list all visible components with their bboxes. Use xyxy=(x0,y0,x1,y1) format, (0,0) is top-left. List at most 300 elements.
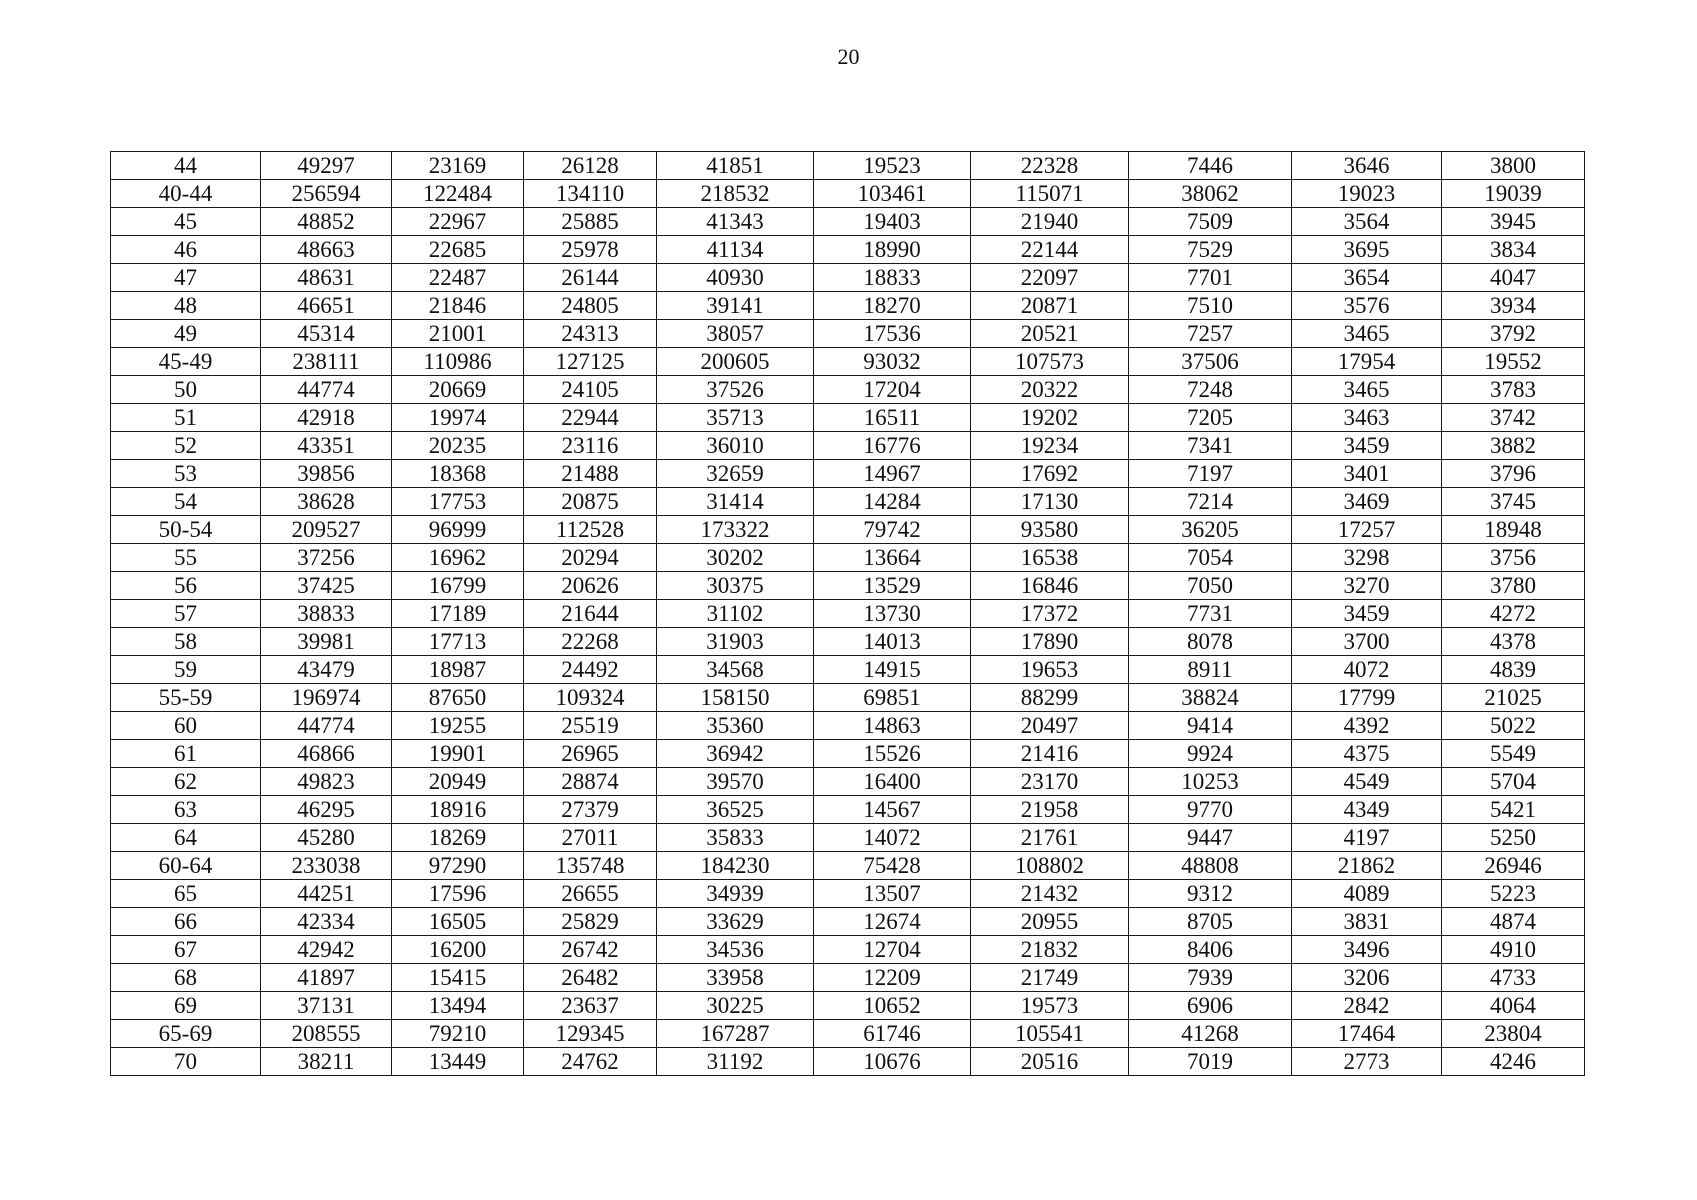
col-2-cell: 38833 xyxy=(261,600,392,628)
page-number: 20 xyxy=(837,44,860,69)
col-8-cell: 7019 xyxy=(1129,1048,1292,1076)
table-row xyxy=(111,236,1585,264)
col-3-cell: 18368 xyxy=(392,460,524,488)
col-7-cell: 21958 xyxy=(971,796,1129,824)
col-9-cell: 3401 xyxy=(1292,460,1442,488)
col-5-cell: 41134 xyxy=(657,236,814,264)
col-6-cell: 103461 xyxy=(814,180,971,208)
col-5-cell: 36010 xyxy=(657,432,814,460)
table-row xyxy=(111,796,1585,824)
col-5-cell: 34939 xyxy=(657,880,814,908)
col-5-cell: 37526 xyxy=(657,376,814,404)
col-4-cell: 112528 xyxy=(524,516,657,544)
col-2-cell: 37425 xyxy=(261,572,392,600)
col-3-cell: 13449 xyxy=(392,1048,524,1076)
col-3-cell: 96999 xyxy=(392,516,524,544)
col-10-cell: 5022 xyxy=(1442,712,1585,740)
col-2-cell: 43479 xyxy=(261,656,392,684)
col-9-cell: 3496 xyxy=(1292,936,1442,964)
col-5-cell: 30202 xyxy=(657,544,814,572)
col-7-cell: 20497 xyxy=(971,712,1129,740)
col-4-cell: 129345 xyxy=(524,1020,657,1048)
col-10-cell: 3882 xyxy=(1442,432,1585,460)
col-10-cell: 18948 xyxy=(1442,516,1585,544)
table-row xyxy=(111,1020,1585,1048)
col-3-cell: 20949 xyxy=(392,768,524,796)
col-3-cell: 16505 xyxy=(392,908,524,936)
col-6-cell: 10652 xyxy=(814,992,971,1020)
col-9-cell: 3463 xyxy=(1292,404,1442,432)
col-6-cell: 19403 xyxy=(814,208,971,236)
col-8-cell: 8705 xyxy=(1129,908,1292,936)
col-10-cell: 4733 xyxy=(1442,964,1585,992)
age-cell: 56 xyxy=(111,572,261,600)
col-6-cell: 14013 xyxy=(814,628,971,656)
col-6-cell: 13507 xyxy=(814,880,971,908)
col-6-cell: 15526 xyxy=(814,740,971,768)
table-row xyxy=(111,992,1585,1020)
col-6-cell: 14567 xyxy=(814,796,971,824)
col-4-cell: 109324 xyxy=(524,684,657,712)
col-5-cell: 173322 xyxy=(657,516,814,544)
col-9-cell: 3465 xyxy=(1292,376,1442,404)
col-6-cell: 61746 xyxy=(814,1020,971,1048)
col-9-cell: 4549 xyxy=(1292,768,1442,796)
col-9-cell: 2842 xyxy=(1292,992,1442,1020)
col-7-cell: 21432 xyxy=(971,880,1129,908)
col-4-cell: 26965 xyxy=(524,740,657,768)
col-10-cell: 3756 xyxy=(1442,544,1585,572)
age-cell: 53 xyxy=(111,460,261,488)
col-4-cell: 22944 xyxy=(524,404,657,432)
table-row xyxy=(111,1048,1585,1076)
col-5-cell: 41851 xyxy=(657,152,814,180)
col-2-cell: 42918 xyxy=(261,404,392,432)
col-5-cell: 39141 xyxy=(657,292,814,320)
col-7-cell: 19202 xyxy=(971,404,1129,432)
col-10-cell: 5250 xyxy=(1442,824,1585,852)
col-6-cell: 13529 xyxy=(814,572,971,600)
col-9-cell: 3270 xyxy=(1292,572,1442,600)
col-7-cell: 19573 xyxy=(971,992,1129,1020)
table-row xyxy=(111,628,1585,656)
col-3-cell: 21846 xyxy=(392,292,524,320)
col-3-cell: 122484 xyxy=(392,180,524,208)
table-row xyxy=(111,152,1585,180)
col-10-cell: 4910 xyxy=(1442,936,1585,964)
table-row xyxy=(111,488,1585,516)
col-7-cell: 17130 xyxy=(971,488,1129,516)
col-7-cell: 22144 xyxy=(971,236,1129,264)
col-4-cell: 24805 xyxy=(524,292,657,320)
col-4-cell: 20294 xyxy=(524,544,657,572)
col-2-cell: 238111 xyxy=(261,348,392,376)
col-2-cell: 46866 xyxy=(261,740,392,768)
col-9-cell: 3465 xyxy=(1292,320,1442,348)
table-row xyxy=(111,768,1585,796)
age-cell: 68 xyxy=(111,964,261,992)
col-5-cell: 38057 xyxy=(657,320,814,348)
col-4-cell: 135748 xyxy=(524,852,657,880)
col-9-cell: 2773 xyxy=(1292,1048,1442,1076)
col-4-cell: 22268 xyxy=(524,628,657,656)
col-10-cell: 5704 xyxy=(1442,768,1585,796)
col-6-cell: 12704 xyxy=(814,936,971,964)
col-6-cell: 17536 xyxy=(814,320,971,348)
col-8-cell: 7939 xyxy=(1129,964,1292,992)
col-3-cell: 97290 xyxy=(392,852,524,880)
col-5-cell: 30225 xyxy=(657,992,814,1020)
age-cell: 40-44 xyxy=(111,180,261,208)
col-3-cell: 16200 xyxy=(392,936,524,964)
age-cell: 67 xyxy=(111,936,261,964)
col-10-cell: 3783 xyxy=(1442,376,1585,404)
col-6-cell: 12209 xyxy=(814,964,971,992)
col-8-cell: 36205 xyxy=(1129,516,1292,544)
col-7-cell: 20516 xyxy=(971,1048,1129,1076)
col-5-cell: 31903 xyxy=(657,628,814,656)
table-row xyxy=(111,348,1585,376)
col-5-cell: 36525 xyxy=(657,796,814,824)
age-cell: 59 xyxy=(111,656,261,684)
col-6-cell: 14072 xyxy=(814,824,971,852)
col-3-cell: 13494 xyxy=(392,992,524,1020)
col-5-cell: 200605 xyxy=(657,348,814,376)
col-9-cell: 3206 xyxy=(1292,964,1442,992)
table-row xyxy=(111,852,1585,880)
col-7-cell: 21749 xyxy=(971,964,1129,992)
col-3-cell: 15415 xyxy=(392,964,524,992)
col-2-cell: 44774 xyxy=(261,376,392,404)
col-8-cell: 9312 xyxy=(1129,880,1292,908)
col-9-cell: 19023 xyxy=(1292,180,1442,208)
col-7-cell: 17890 xyxy=(971,628,1129,656)
col-2-cell: 49823 xyxy=(261,768,392,796)
age-cell: 55-59 xyxy=(111,684,261,712)
col-5-cell: 33629 xyxy=(657,908,814,936)
col-8-cell: 7214 xyxy=(1129,488,1292,516)
col-6-cell: 79742 xyxy=(814,516,971,544)
col-6-cell: 10676 xyxy=(814,1048,971,1076)
col-10-cell: 3800 xyxy=(1442,152,1585,180)
table-row xyxy=(111,180,1585,208)
col-3-cell: 17713 xyxy=(392,628,524,656)
col-7-cell: 22097 xyxy=(971,264,1129,292)
col-7-cell: 17692 xyxy=(971,460,1129,488)
col-3-cell: 22967 xyxy=(392,208,524,236)
col-5-cell: 39570 xyxy=(657,768,814,796)
age-cell: 63 xyxy=(111,796,261,824)
col-8-cell: 8078 xyxy=(1129,628,1292,656)
col-5-cell: 31102 xyxy=(657,600,814,628)
col-9-cell: 17799 xyxy=(1292,684,1442,712)
col-2-cell: 45314 xyxy=(261,320,392,348)
col-8-cell: 9414 xyxy=(1129,712,1292,740)
col-8-cell: 9770 xyxy=(1129,796,1292,824)
col-3-cell: 20235 xyxy=(392,432,524,460)
table-row xyxy=(111,740,1585,768)
col-6-cell: 17204 xyxy=(814,376,971,404)
col-8-cell: 9447 xyxy=(1129,824,1292,852)
col-5-cell: 167287 xyxy=(657,1020,814,1048)
col-9-cell: 3459 xyxy=(1292,432,1442,460)
col-5-cell: 40930 xyxy=(657,264,814,292)
col-2-cell: 233038 xyxy=(261,852,392,880)
col-4-cell: 23116 xyxy=(524,432,657,460)
col-3-cell: 22487 xyxy=(392,264,524,292)
col-2-cell: 48852 xyxy=(261,208,392,236)
col-2-cell: 42942 xyxy=(261,936,392,964)
col-2-cell: 208555 xyxy=(261,1020,392,1048)
col-5-cell: 41343 xyxy=(657,208,814,236)
col-3-cell: 17189 xyxy=(392,600,524,628)
col-10-cell: 3780 xyxy=(1442,572,1585,600)
col-4-cell: 26128 xyxy=(524,152,657,180)
col-2-cell: 209527 xyxy=(261,516,392,544)
col-7-cell: 21832 xyxy=(971,936,1129,964)
col-3-cell: 79210 xyxy=(392,1020,524,1048)
col-4-cell: 26144 xyxy=(524,264,657,292)
col-10-cell: 3945 xyxy=(1442,208,1585,236)
col-3-cell: 18916 xyxy=(392,796,524,824)
col-4-cell: 24313 xyxy=(524,320,657,348)
col-5-cell: 31414 xyxy=(657,488,814,516)
col-4-cell: 28874 xyxy=(524,768,657,796)
age-cell: 60-64 xyxy=(111,852,261,880)
col-4-cell: 26742 xyxy=(524,936,657,964)
table-row xyxy=(111,460,1585,488)
col-10-cell: 4839 xyxy=(1442,656,1585,684)
col-5-cell: 35713 xyxy=(657,404,814,432)
col-4-cell: 27011 xyxy=(524,824,657,852)
age-cell: 52 xyxy=(111,432,261,460)
col-7-cell: 16538 xyxy=(971,544,1129,572)
col-5-cell: 35833 xyxy=(657,824,814,852)
col-7-cell: 19234 xyxy=(971,432,1129,460)
col-3-cell: 87650 xyxy=(392,684,524,712)
col-9-cell: 4089 xyxy=(1292,880,1442,908)
col-10-cell: 23804 xyxy=(1442,1020,1585,1048)
col-10-cell: 3796 xyxy=(1442,460,1585,488)
age-cell: 70 xyxy=(111,1048,261,1076)
col-5-cell: 218532 xyxy=(657,180,814,208)
col-2-cell: 49297 xyxy=(261,152,392,180)
age-cell: 64 xyxy=(111,824,261,852)
col-3-cell: 19974 xyxy=(392,404,524,432)
col-7-cell: 19653 xyxy=(971,656,1129,684)
col-10-cell: 3834 xyxy=(1442,236,1585,264)
col-8-cell: 7341 xyxy=(1129,432,1292,460)
col-5-cell: 31192 xyxy=(657,1048,814,1076)
col-6-cell: 16776 xyxy=(814,432,971,460)
col-4-cell: 134110 xyxy=(524,180,657,208)
col-10-cell: 5223 xyxy=(1442,880,1585,908)
table-row xyxy=(111,432,1585,460)
col-4-cell: 25885 xyxy=(524,208,657,236)
age-cell: 51 xyxy=(111,404,261,432)
col-8-cell: 7731 xyxy=(1129,600,1292,628)
col-7-cell: 20871 xyxy=(971,292,1129,320)
col-2-cell: 39981 xyxy=(261,628,392,656)
col-2-cell: 46651 xyxy=(261,292,392,320)
col-9-cell: 17257 xyxy=(1292,516,1442,544)
col-6-cell: 12674 xyxy=(814,908,971,936)
col-10-cell: 4246 xyxy=(1442,1048,1585,1076)
col-2-cell: 256594 xyxy=(261,180,392,208)
col-2-cell: 38211 xyxy=(261,1048,392,1076)
col-8-cell: 7701 xyxy=(1129,264,1292,292)
col-9-cell: 21862 xyxy=(1292,852,1442,880)
col-8-cell: 7050 xyxy=(1129,572,1292,600)
col-9-cell: 3646 xyxy=(1292,152,1442,180)
age-cell: 50 xyxy=(111,376,261,404)
col-3-cell: 22685 xyxy=(392,236,524,264)
age-cell: 57 xyxy=(111,600,261,628)
col-6-cell: 18270 xyxy=(814,292,971,320)
col-8-cell: 8911 xyxy=(1129,656,1292,684)
age-cell: 45 xyxy=(111,208,261,236)
col-4-cell: 25978 xyxy=(524,236,657,264)
table-row xyxy=(111,544,1585,572)
col-8-cell: 6906 xyxy=(1129,992,1292,1020)
col-3-cell: 18987 xyxy=(392,656,524,684)
col-3-cell: 17596 xyxy=(392,880,524,908)
col-3-cell: 16799 xyxy=(392,572,524,600)
col-9-cell: 4197 xyxy=(1292,824,1442,852)
col-6-cell: 75428 xyxy=(814,852,971,880)
age-cell: 47 xyxy=(111,264,261,292)
table-row xyxy=(111,936,1585,964)
col-7-cell: 20521 xyxy=(971,320,1129,348)
col-8-cell: 10253 xyxy=(1129,768,1292,796)
col-4-cell: 25829 xyxy=(524,908,657,936)
age-cell: 46 xyxy=(111,236,261,264)
col-9-cell: 3831 xyxy=(1292,908,1442,936)
col-7-cell: 88299 xyxy=(971,684,1129,712)
col-9-cell: 4392 xyxy=(1292,712,1442,740)
col-2-cell: 45280 xyxy=(261,824,392,852)
age-cell: 62 xyxy=(111,768,261,796)
col-8-cell: 7509 xyxy=(1129,208,1292,236)
col-4-cell: 127125 xyxy=(524,348,657,376)
col-6-cell: 14284 xyxy=(814,488,971,516)
col-5-cell: 33958 xyxy=(657,964,814,992)
col-7-cell: 115071 xyxy=(971,180,1129,208)
col-7-cell: 20955 xyxy=(971,908,1129,936)
col-3-cell: 17753 xyxy=(392,488,524,516)
col-7-cell: 107573 xyxy=(971,348,1129,376)
col-9-cell: 3576 xyxy=(1292,292,1442,320)
col-10-cell: 19552 xyxy=(1442,348,1585,376)
age-cell: 49 xyxy=(111,320,261,348)
col-4-cell: 24492 xyxy=(524,656,657,684)
col-10-cell: 5421 xyxy=(1442,796,1585,824)
col-5-cell: 36942 xyxy=(657,740,814,768)
col-8-cell: 38062 xyxy=(1129,180,1292,208)
col-5-cell: 30375 xyxy=(657,572,814,600)
col-9-cell: 3564 xyxy=(1292,208,1442,236)
col-8-cell: 48808 xyxy=(1129,852,1292,880)
col-4-cell: 21644 xyxy=(524,600,657,628)
col-9-cell: 4072 xyxy=(1292,656,1442,684)
age-cell: 65-69 xyxy=(111,1020,261,1048)
col-5-cell: 158150 xyxy=(657,684,814,712)
age-cell: 61 xyxy=(111,740,261,768)
table-row xyxy=(111,320,1585,348)
col-10-cell: 3745 xyxy=(1442,488,1585,516)
age-cell: 69 xyxy=(111,992,261,1020)
col-9-cell: 3459 xyxy=(1292,600,1442,628)
col-5-cell: 32659 xyxy=(657,460,814,488)
col-2-cell: 37131 xyxy=(261,992,392,1020)
table-row xyxy=(111,712,1585,740)
col-4-cell: 25519 xyxy=(524,712,657,740)
col-7-cell: 108802 xyxy=(971,852,1129,880)
table-row xyxy=(111,600,1585,628)
col-2-cell: 43351 xyxy=(261,432,392,460)
col-4-cell: 26655 xyxy=(524,880,657,908)
col-6-cell: 18990 xyxy=(814,236,971,264)
col-9-cell: 3700 xyxy=(1292,628,1442,656)
col-6-cell: 13664 xyxy=(814,544,971,572)
col-8-cell: 37506 xyxy=(1129,348,1292,376)
col-4-cell: 27379 xyxy=(524,796,657,824)
col-2-cell: 44774 xyxy=(261,712,392,740)
col-7-cell: 16846 xyxy=(971,572,1129,600)
col-8-cell: 7205 xyxy=(1129,404,1292,432)
col-8-cell: 8406 xyxy=(1129,936,1292,964)
col-7-cell: 20322 xyxy=(971,376,1129,404)
table-row xyxy=(111,880,1585,908)
col-9-cell: 3469 xyxy=(1292,488,1442,516)
col-2-cell: 44251 xyxy=(261,880,392,908)
col-2-cell: 37256 xyxy=(261,544,392,572)
col-8-cell: 7446 xyxy=(1129,152,1292,180)
age-cell: 48 xyxy=(111,292,261,320)
col-7-cell: 105541 xyxy=(971,1020,1129,1048)
age-cell: 44 xyxy=(111,152,261,180)
col-8-cell: 7510 xyxy=(1129,292,1292,320)
table-row xyxy=(111,684,1585,712)
table-row xyxy=(111,264,1585,292)
col-10-cell: 4874 xyxy=(1442,908,1585,936)
table-body xyxy=(111,152,1585,1076)
col-2-cell: 48663 xyxy=(261,236,392,264)
col-4-cell: 21488 xyxy=(524,460,657,488)
table-row xyxy=(111,404,1585,432)
col-6-cell: 18833 xyxy=(814,264,971,292)
col-8-cell: 9924 xyxy=(1129,740,1292,768)
col-2-cell: 46295 xyxy=(261,796,392,824)
table-row xyxy=(111,292,1585,320)
age-population-table xyxy=(110,151,1585,1076)
col-8-cell: 38824 xyxy=(1129,684,1292,712)
col-10-cell: 4378 xyxy=(1442,628,1585,656)
col-3-cell: 20669 xyxy=(392,376,524,404)
age-cell: 45-49 xyxy=(111,348,261,376)
col-7-cell: 22328 xyxy=(971,152,1129,180)
col-2-cell: 38628 xyxy=(261,488,392,516)
col-8-cell: 7248 xyxy=(1129,376,1292,404)
age-cell: 60 xyxy=(111,712,261,740)
age-cell: 65 xyxy=(111,880,261,908)
col-4-cell: 24105 xyxy=(524,376,657,404)
col-7-cell: 23170 xyxy=(971,768,1129,796)
age-cell: 66 xyxy=(111,908,261,936)
col-10-cell: 26946 xyxy=(1442,852,1585,880)
col-7-cell: 21416 xyxy=(971,740,1129,768)
col-2-cell: 42334 xyxy=(261,908,392,936)
